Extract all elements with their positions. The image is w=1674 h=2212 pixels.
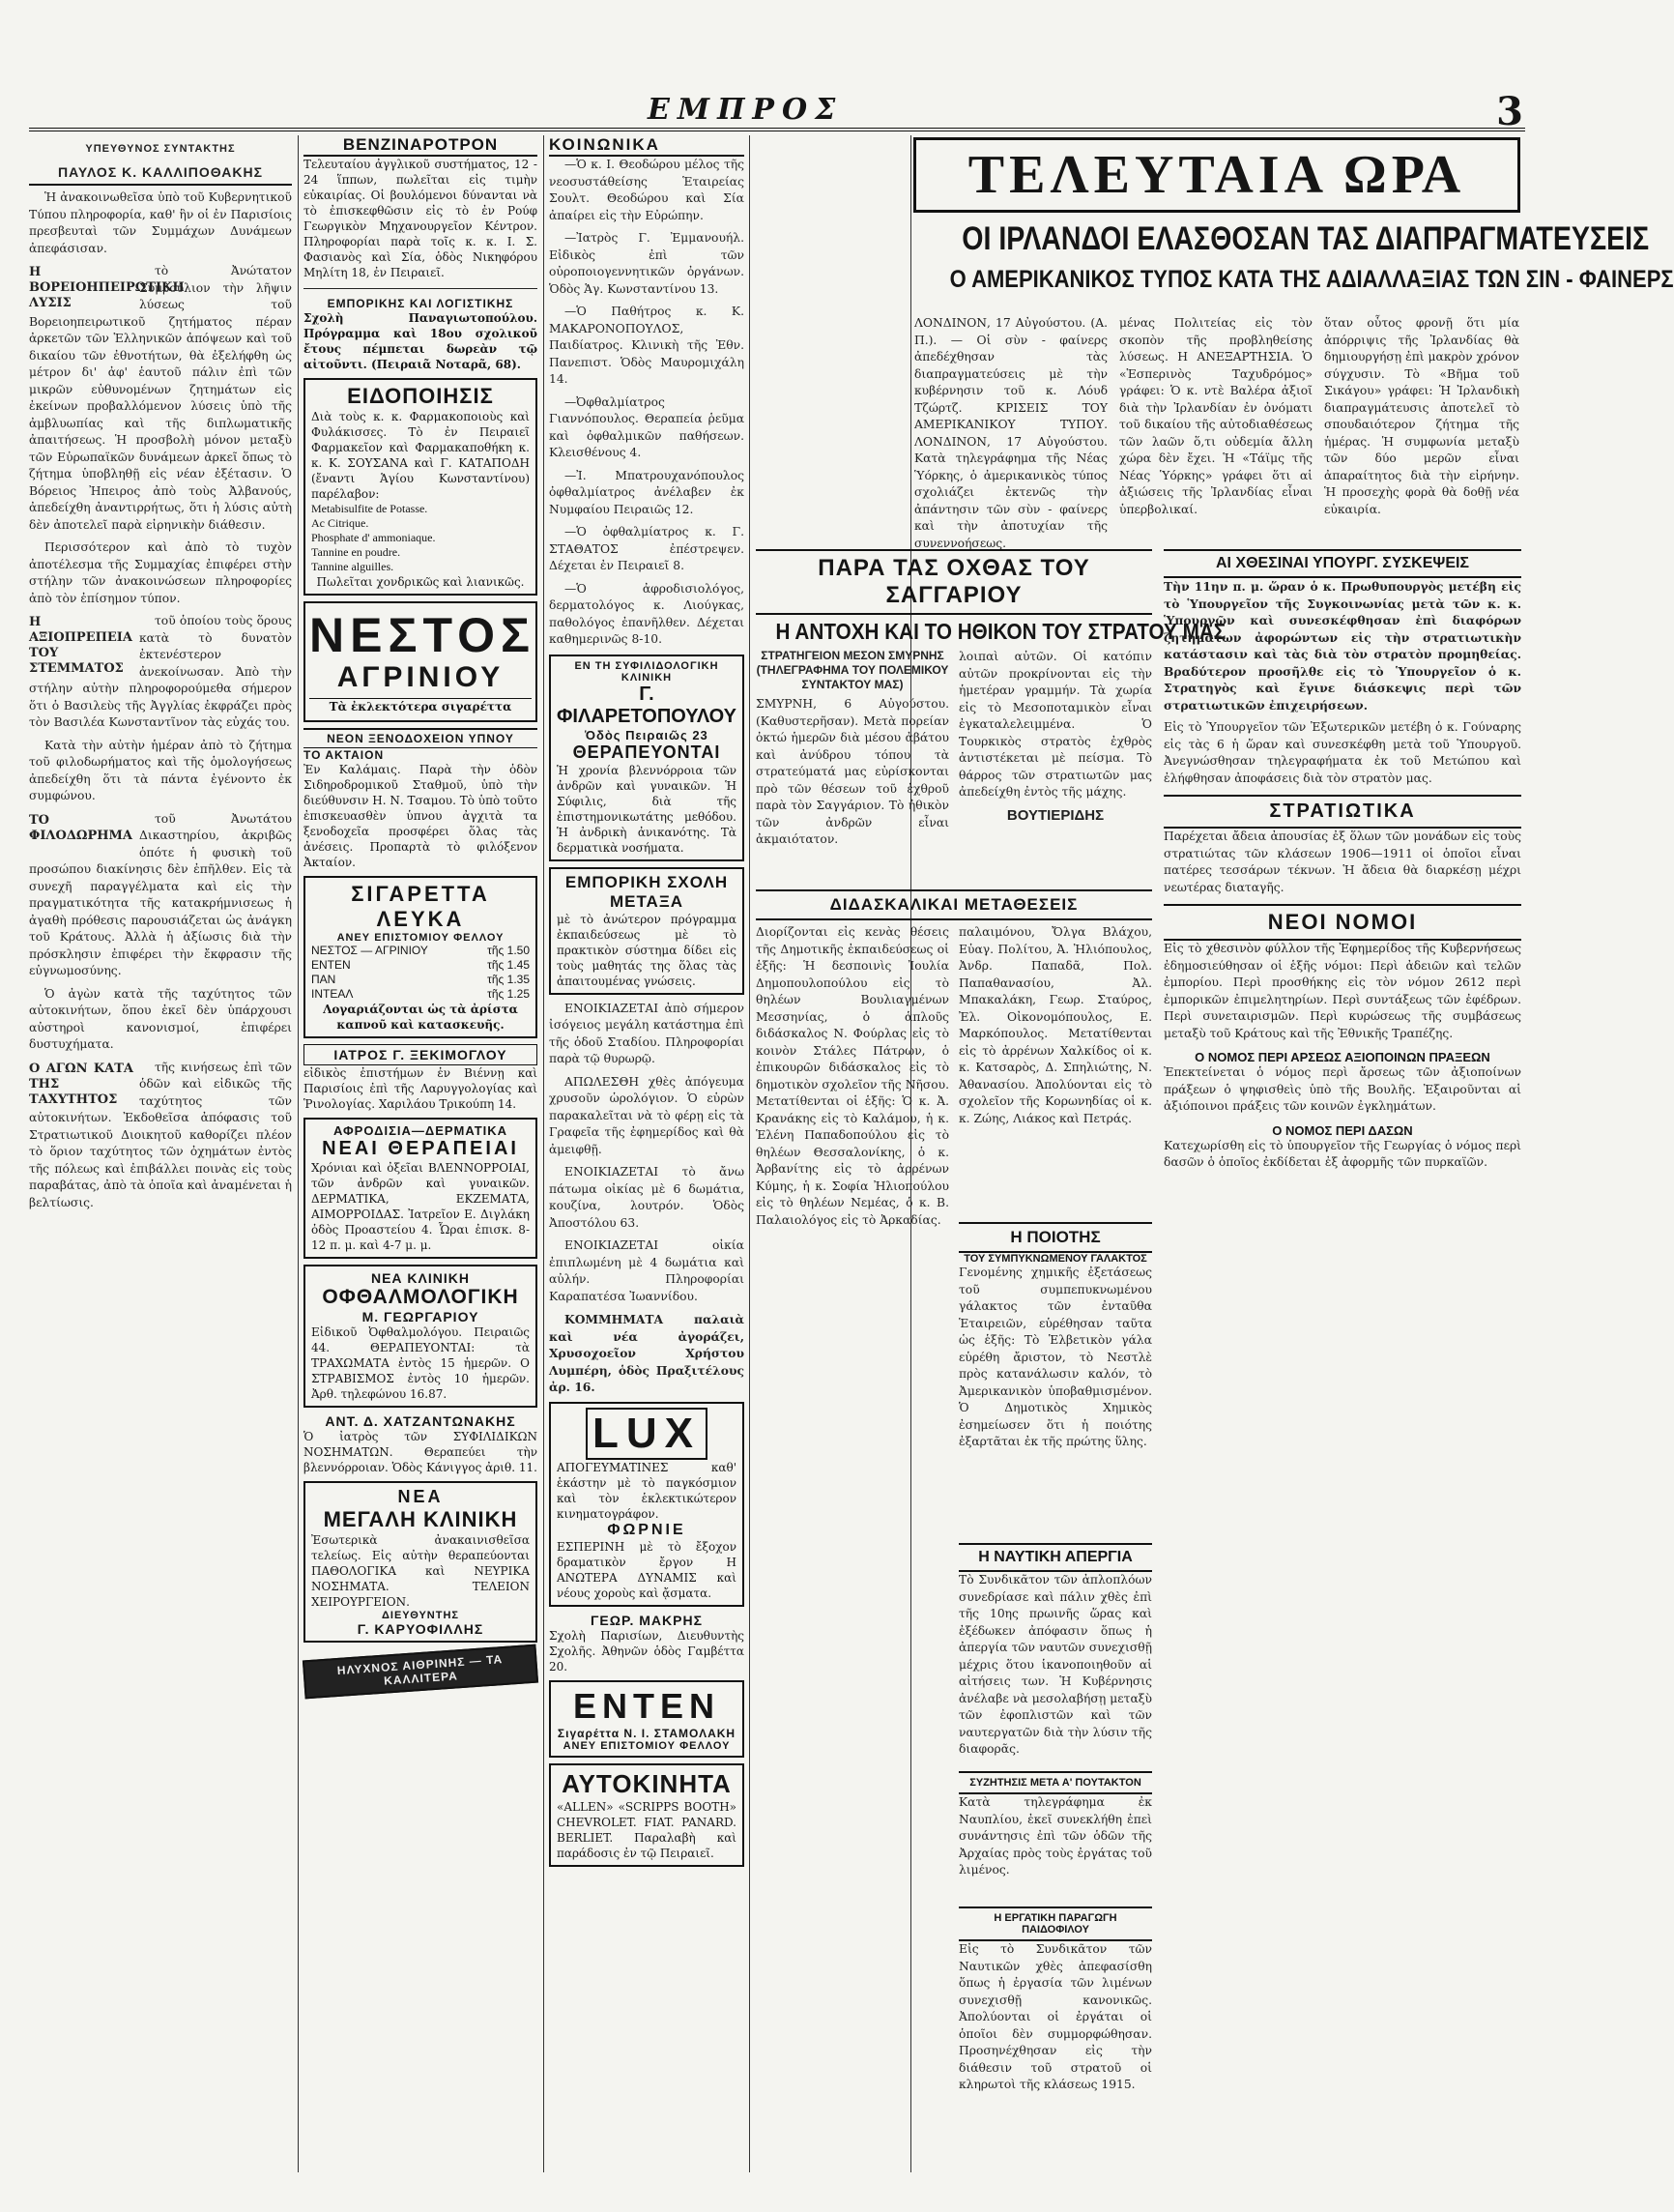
ad-box <box>303 876 537 1038</box>
ad-box <box>549 1763 744 1867</box>
paragraph: τὸ Ἀνώτατον Συμβούλιον τὴν λῆψιν λύσεως τοῦ Βορειοηπειρωτικοῦ ζητήματος πέραν ἀρκετῶν τῶν Ἑλληνικῶν ἀπόψεων καὶ τοῦ δικαίου τῶν ἐθνοτήτων, θὰ ἐξελήφθη ὡς μέτρον δι' ἀφ' ἑαυτοῦ πάλιν ἐπὶ τῶν μικρῶν εὐθυνομένων ζητημάτων εἰς ἐκείνων προβαλλόμενον λύσεις ὑπὸ τῆς ἀμβλυωπίας καὶ τῆς διπλωματικῆς ἀπαιτήσεως. Ἡ προσβολὴ μόνον μεταξὺ τῶν Εὐρωπαϊκῶν δυνάμεων ἀρκεῖ ὅπως τὸ ζήτημα ὑποβληθῇ εἰς νέαν ἐξέτασιν. Ὁ Βόρειος Ἠπειρος ἀπὸ τοὺς Ἀλβανούς, ἀπεδείχθη ἀναντιρρήτως, ὅτι ἡ λύσις αὐτὴ δὲν ἀποτελεῖ παρὰ εἰρηνικὴν διάθεσιν. <box>29 264 292 532</box>
price-row-name: ΙΝΤΕΑΛ <box>311 987 354 1001</box>
ad-title: ΦΩΡΝΙΕ <box>607 1521 686 1538</box>
section-heading: Η ΠΟΙΟΤΗΣ <box>959 1222 1152 1253</box>
paragraph: Εἰς τὸ χθεσινὸν φύλλον τῆς Ἐφημερίδος τῆς Κυβερνήσεως ἐδημοσιεύθησαν οἱ ἑξῆς νόμοι: Περὶ ἀδειῶν καὶ τελῶν ἐμπορίου. Περὶ προσθήκης εἰς τὸν νόμον 2612 περὶ ἐμπορικῶν ἐπιμελητηρίων. Περὶ συντάξεως τῶν ἐφέδρων. Περὶ συνεταιρισμῶν. Περὶ κυρώσεως τῆς συμβάσεως μεταξὺ τοῦ Κράτους καὶ τῆς Ἐθνικῆς Τραπέζης. <box>1164 942 1521 1040</box>
ad-brand: ΕΝΤΕΝ <box>572 1685 720 1726</box>
ad-title: ΙΑΤΡΟΣ Γ. ΞΕΚΙΜΟΓΛΟΥ <box>303 1044 537 1065</box>
product-item: Tannine en poudre. <box>311 545 401 559</box>
ad-brand: LUX <box>586 1408 707 1460</box>
divider <box>303 288 537 289</box>
ad-text: Ἐσωτερικὰ ἀνακαινισθεῖσα τελείως. Εἰς αὐτὴν θεραπεύονται ΠΑΘΟΛΟΓΙΚΑ καὶ ΝΕΥΡΙΚΑ ΝΟΣΗΜΑΤΑ. ΤΕΛΕΙΟΝ ΧΕΙΡΟΥΡΓΕΙΟΝ. <box>311 1533 530 1609</box>
ad-text: Λογαριάζονται ὡς τὰ ἀρίστα καπνοῦ καὶ κατασκευῆς. <box>323 1003 518 1032</box>
article-transfers <box>756 889 1152 2212</box>
price-row <box>311 973 530 987</box>
ad-title: ΣΙΓΑΡΕΤΤΑ ΛΕΥΚΑ <box>351 882 490 931</box>
section-heading: Η ΑΞΙΟΠΡΕΠΕΙΑ ΤΟΥ ΣΤΕΜΜΑΤΟΣ <box>29 615 132 676</box>
paragraph: τοῦ Ἀνωτάτου Δικαστηρίου, ἀκριβῶς ὁπότε ἡ φυσικὴ τοῦ προσώπου διακίνησις δὲν ἐπῆλθεν. Εἰς τὰ συνεχῆ παραγγέλματα καὶ εἰς τὴν πραγματικότητα τῆς κατακρήμνισεως ἡ ἀγαθὴ πρόθεσις παρουσιάζεται ὡς ἀνάγκη τοῦ Κράτους. Ἀλλὰ ἡ ἀξίωσις διὰ τὴν πρόσκλησιν ἐπιφέρει τὴν ἔκφρασιν τῆς εὐγνωμοσύνης. <box>29 811 292 977</box>
paragraph: —Ὁ ὀφθαλμίατρος κ. Γ. ΣΤΑΘΑΤΟΣ ἐπέστρεψεν. Δέχεται ἐν Πειραιεῖ 8. <box>549 525 744 572</box>
section-heading: ΣΥΖΗΤΗΣΙΣ ΜΕΤΑ Α' ΠΟΥΤΑΚΤΟΝ <box>959 1771 1152 1794</box>
section-heading: Η ΕΡΓΑΤΙΚΗ ΠΑΡΑΓΩΓΗ ΠΑΙΔΟΦΙΛΟΥ <box>959 1906 1152 1941</box>
ad-box <box>303 1118 537 1259</box>
ad-box <box>303 378 537 596</box>
column-divider <box>298 135 299 2172</box>
paragraph: Εἰς τὸ Συνδικᾶτον τῶν Ναυτικῶν χθὲς ἀπεφασίσθη ὅπως ἡ ἐργασία τῶν λιμένων συνεχισθῇ κανονικῶς. Ἀπολύονται οἱ ἐργάται οἱ ὁποῖοι δὲν συμμορφώθησαν. Προσηνέχθησαν εἰς τὴν διάθεσιν τοῦ στρατοῦ οἱ κληρωτοὶ τῆς κλάσεως 1915. <box>959 1942 1152 2091</box>
ad-headline: ΝΕΑΙ ΘΕΡΑΠΕΙΑΙ <box>322 1138 519 1159</box>
paragraph: λοιπαὶ αὐτῶν. Οἱ κατόπιν αὐτῶν προκρίνονται εἰς τὴν ἡμετέραν γραμμήν. Τὰ χωρία εἰς τὸ Μεσοποταμικὸν εἶναι ἐγκαταλελειμμένα. Ὁ Τουρκικὸς στρατὸς ἐχθρὸς ἀντιστέκεται μὲ πείσμα. Τὸ θάρρος τῶν στρατιωτῶν μας ἀπεδείχθη ἐντὸς τῆς μάχης. <box>959 650 1152 799</box>
price-row-value: τῆς 1.45 <box>487 958 530 972</box>
ad-name: Γ. ΚΑΡΥΟΦΙΛΛΗΣ <box>357 1621 484 1637</box>
price-row-value: τῆς 1.35 <box>487 973 530 986</box>
headline-american-press: Ο ΑΜΕΡΙΚΑΝΙΚΟΣ ΤΥΠΟΣ ΚΑΤΑ ΤΗΣ ΑΔΙΑΛΛΑΞΙΑΣ ΤΩΝ ΣΙΝ - ΦΑΙΝΕΡΣ <box>949 266 1674 293</box>
product-item: Ac Citrique. <box>311 516 369 530</box>
ad-label: ΔΙΕΥΘΥΝΤΗΣ <box>381 1610 459 1621</box>
ad-headline: ΜΕΓΑΛΗ ΚΛΙΝΙΚΗ <box>323 1507 518 1531</box>
product-item: Phosphate d' ammoniaque. <box>311 531 436 544</box>
ad-text: Ἡ χρονία βλεννόρροια τῶν ἀνδρῶν καὶ γυναικῶν. Ἡ Σύφιλις, διὰ τῆς ἐπιστημονικωτάτης μεθόδου. Ἡ ἀνδρικὴ ἀνικανότης. Τὰ δερματικὰ νοσήματα. <box>557 763 736 855</box>
ad-box <box>303 601 537 722</box>
ad-text: εἰδικὸς ἐπιστήμων ἐν Βιέννῃ καὶ Παρισίοις ἐπὶ τῆς Λαρυγγολογίας καὶ Ῥινολογίας. Χαριλάου Τρικούπη 14. <box>303 1066 537 1111</box>
paragraph: —Ἰ. Μπατρουχανόπουλος ὀφθαλμίατρος ἀνέλαβεν ἐκ Νυμφαίου Πειραιῶς 12. <box>549 468 744 516</box>
ad-text: Σχολὴ Παρισίων, Διευθυντὴς Σχολῆς. Ἀθηνῶν ὁδὸς Γαμβέττα 20. <box>549 1628 744 1674</box>
paragraph: Κατὰ τὴν αὐτὴν ἡμέραν ἀπὸ τὸ ζήτημα τοῦ φιλοδωρήματος καὶ τῆς ὁμολογήσεως ἀπεδείχθη ὅτι τὰ πάντα ἐγένοντο ἐκ συμφώνου. <box>29 738 292 802</box>
ad-headline: Γ. ΦΙΛΑΡΕΤΟΠΟΥΛΟΥ <box>557 683 736 727</box>
ad-title: ΕΜΠΟΡΙΚΗΣ ΚΑΙ ΛΟΓΙΣΤΙΚΗΣ <box>327 297 514 310</box>
ad-text: Ὁ ἰατρὸς τῶν ΣΥΦΙΛΙΔΙΚΩΝ ΝΟΣΗΜΑΤΩΝ. Θεραπεύει τὴν βλεννόρροιαν. Ὁδὸς Κάνιγγος ἀριθ. 11. <box>303 1430 537 1474</box>
product-item: Tannine alguilles. <box>311 560 394 573</box>
ad-title: ΘΕΡΑΠΕΥΟΝΤΑΙ <box>572 742 721 762</box>
paragraph: Διορίζονται εἰς κενὰς θέσεις τῆς Δημοτικῆς ἐκπαιδεύσεως οἱ ἑξῆς: Ἡ δεσποινὶς Ἰουλία Δημοπουλοπούλου εἰς τὸ θηλέων Βουλιαγμένων Μεσσηνίας, ὁ ἁπλοῦς διδάσκαλος Ν. Φούρλας εἰς τὸ κοινὸν Στάλες Πάτρων, ὁ ἐπικουρῶν διδάσκαλος εἰς τὸ δημοτικὸν σχολεῖον τῆς Νῆσου. Μετατίθενται οἱ ἑξῆς: Ὁ κ. Ἀ. Κρανάκης εἰς τὸ Καλάμου, ἡ κ. Ἑλένη Παπαδοπούλου εἰς τὸ θηλέων Θεσσαλονίκης, ὁ κ. Ἀρβανίτης εἰς τὸ ἀρρένων Κύμης, ἡ κ. Σοφία Ἠλιοπούλου εἰς τὸ θηλέων Νεμέας, ὁ κ. Β. Παλαιολόγος εἰς τὸ Ἀρκαδίας. <box>756 925 949 1227</box>
ad-brand-sub: ΑΓΡΙΝΙΟΥ <box>336 661 505 693</box>
price-row <box>311 987 530 1002</box>
ad-name: ΓΕΩΡ. ΜΑΚΡΗΣ <box>590 1612 704 1628</box>
column-social <box>549 135 744 2172</box>
paragraph: τῆς κινήσεως ἐπὶ τῶν ὁδῶν καὶ εἰδικῶς τῆς ταχύτητος τῶν αὐτοκινήτων. Ἐκδοθεῖσα ἀπόφασις τοῦ Στρατιωτικοῦ Διοικητοῦ καθορίζει πλέον τὸ ὅριον ταχύτητος τῶν ὀχημάτων ἐντὸς τῆς πόλεως καὶ ἐπιβάλλει ποινὰς εἰς τοὺς παραβάτας, ἀπὸ τὰ ὁποῖα καὶ ἀναμένεται ἡ βελτίωσις. <box>29 1060 292 1209</box>
ad-text: Εἰδικοῦ Ὀφθαλμολόγου. Πειραιῶς 44. ΘΕΡΑΠΕΥΟΝΤΑΙ: τὰ ΤΡΑΧΩΜΑΤΑ ἐντὸς 15 ἡμερῶν. Ο ΣΤΡΑΒΙΣΜΟΣ ἐντὸς 10 ἡμερῶν. Ἀρθ. τηλεφώνου 16.87. <box>311 1325 530 1401</box>
ad-title: ΝΕΑ ΚΛΙΝΙΚΗ <box>370 1270 470 1286</box>
paragraph: Κατὰ τηλεγράφημα ἐκ Ναυπλίου, ἐκεῖ συνεκλήθη ἐπεὶ συνάντησις ἐπὶ τῶν ὁδῶν τῆς Ἀρχαίας πρὸς τοὺς ἐργάτας τοῦ λιμένος. <box>959 1795 1152 1877</box>
paragraph: —Ὁ ἀφροδισιολόγος, δερματολόγος κ. Λιούγκας, παθολόγος ἐπανῆλθεν. Δέχεται καθημερινῶς 8-10. <box>549 581 744 646</box>
paragraph: —Ὁ κ. Ι. Θεοδώρου μέλος τῆς νεοσυστάθείσης Ἑταιρείας Σουλτ. Θεοδώρου καὶ Σία ἀπαίρει εἰς τὴν Εὐρώπην. <box>549 158 744 222</box>
ad-box <box>549 655 744 861</box>
ad-brand: ΝΕΣΤΟΣ <box>309 608 535 662</box>
ad-title: ΕΜΠΟΡΙΚΗ ΣΧΟΛΗ ΜΕΤΑΞΑ <box>564 872 729 911</box>
last-hour-banner <box>913 135 1674 294</box>
section-heading: Ο ΑΓΩΝ ΚΑΤΑ ΤΗΣ ΤΑΧΥΤΗΤΟΣ <box>29 1061 133 1107</box>
byline: ΣΤΡΑΤΗΓΕΙΟΝ ΜΕΣΟΝ ΣΜΥΡΝΗΣ (ΤΗΛΕΓΡΑΦΗΜΑ ΤΟΥ ΠΟΛΕΜΙΚΟΥ ΣΥΝΤΑΚΤΟΥ ΜΑΣ) <box>756 649 949 691</box>
headline: Η ΑΝΤΟΧΗ ΚΑΙ ΤΟ ΗΘΙΚΟΝ ΤΟΥ ΣΤΡΑΤΟΥ ΜΑΣ <box>775 619 1227 644</box>
ad-text: «ALLEN» «SCRIPPS BOOTH» CHEVROLET. FIAT. PANARD. BERLIET. Παραλαβὴ καὶ παράδοσις ἐν τῷ Πειραιεῖ. <box>557 1799 736 1860</box>
ad-box <box>549 1402 744 1607</box>
ad-headline: ΟΦΘΑΛΜΟΛΟΓΙΚΗ <box>322 1286 519 1308</box>
paragraph: Ἡ ἀνακοινωθεῖσα ὑπὸ τοῦ Κυβερνητικοῦ Τύπου πληροφορία, καθ' ἣν οἱ ἐν Παρισίοις πρεσβευταὶ τῶν Συμμάχων Δυνάμεων ἀπεφάσισαν. <box>29 190 292 255</box>
paragraph: ΕΝΟΙΚΙΑΖΕΤΑΙ τὸ ἄνω πάτωμα οἰκίας μὲ 6 δωμάτια, κουζίνα, λουτρόν. Ὁδὸς Ἀποστόλου 63. <box>549 1165 744 1230</box>
column-divider <box>749 135 750 2172</box>
column-right <box>1164 549 1521 2172</box>
ad-name: ΤΟ ΑΚΤΑΙΟΝ <box>303 748 385 762</box>
price-row-name: ΕΝΤΕΝ <box>311 958 351 972</box>
newspaper-name: ΕΜΠΡΟΣ <box>648 93 844 127</box>
ad-subtitle: Σιγαρέττα Ν. Ι. ΣΤΑΜΟΛΑΚΗ <box>557 1726 736 1740</box>
ad-title: ΕΙΔΟΠΟΙΗΣΙΣ <box>347 384 494 408</box>
ad-name: Μ. ΓΕΩΡΓΑΡΙΟΥ <box>361 1309 479 1324</box>
ad-address: Ὁδὸς Πειραιῶς 23 <box>585 727 708 742</box>
column-divider <box>543 135 544 2172</box>
section-heading: ΚΟΙΝΩΝΙΚΑ <box>549 135 744 157</box>
paragraph: ΕΝΟΙΚΙΑΖΕΤΑΙ ἀπὸ σήμερον ἰσόγειος μεγάλη κατάστημα ἐπὶ τῆς ὁδοῦ Σταδίου. Πληροφορίαι παρὰ τῷ θυρωρῷ. <box>549 1001 744 1065</box>
price-row-value: τῆς 1.50 <box>487 944 530 957</box>
article-column <box>756 649 949 849</box>
article-sangarios <box>756 549 1227 849</box>
paragraph: Εἰς τὸ Ὑπουργεῖον τῶν Ἐξωτερικῶν μετέβη ὁ κ. Γούναρης εἰς τὰς 6 ἡ ὥραν καὶ συνεσκέφθη μετὰ τοῦ Ὑπουργοῦ. Ἀνεγνώσθησαν τηλεγραφήματα ἐκ τοῦ Μετώπου καὶ ἐλήφθησαν ἀποφάσεις διὰ τὸν στρατὸν μας. <box>1164 720 1521 785</box>
ad-box <box>303 1644 538 1700</box>
ad-box <box>549 1680 744 1758</box>
product-item: Metabisulfite de Potasse. <box>311 502 428 515</box>
ad-text: Διὰ τοὺς κ. κ. Φαρμακοποιοὺς καὶ Φυλάκισσες. Τὸ ἐν Πειραιεῖ Φαρμακεῖον καὶ Φαρμακαποθήκη κ. κ. Κ. ΣΟΥΣΑΝΑ καὶ Γ. ΚΑΤΑΠΟΔΗ (ἔναντι Ἁγίου Κωνσταντίνου) παρέλαβον: <box>311 410 530 501</box>
ad-text: Τὰ ἐκλεκτότερα σιγαρέττα <box>309 698 532 714</box>
article-column <box>959 924 1152 2212</box>
paragraph: Τὸ Συνδικᾶτον τῶν ἀπλοπλόων συνεδρίασε καὶ πάλιν χθὲς ἐπὶ τῆς 10ης πρωινῆς ὥρας καὶ ἐξέδωκεν ἀπόφασιν ὅπως ἡ ἀπεργία τῶν ναυτῶν συνεχισθῇ μέχρις ὅτου ἱκανοποιηθοῦν αἱ αἰτήσεις των. Ἡ Κυβέρνησις ἀνέλαβε νὰ μεσολαβήσῃ μεταξὺ τῶν ἐφοπλιστῶν καὶ τῶν ναυτεργατῶν διὰ τὴν λύσιν τῆς διαφορᾶς. <box>959 1573 1152 1756</box>
ad-text: μὲ τὸ ἀνώτερον πρόγραμμα ἐκπαιδεύσεως μὲ τὸ πρακτικὸν σύστημα δίδει εἰς τοὺς μαθητάς της ὅλας τὰς ἀπαιτουμένας γνώσεις. <box>557 912 736 988</box>
column-editorial <box>29 135 292 2172</box>
masthead <box>29 89 1527 134</box>
section-heading: ΤΟ ΦΙΛΟΔΩΡΗΜΑ <box>29 812 133 843</box>
section-heading: Η ΒΟΡΕΙΟΗΠΕΙΡΩΤΙΚΗ ΛΥΣΙΣ <box>29 265 185 310</box>
price-row-name: ΝΕΣΤΟΣ — ΑΓΡΙΝΙΟΥ <box>311 944 428 957</box>
article-column: μένας Πολιτείας εἰς τὸν σκοπὸν τῆς προβληθείσης λύσεως. Η ΑΝΕΞΑΡΤΗΣΙΑ. Ὁ «Ἑσπερινὸς Ταχυδρόμος» γράφει: Ὁ κ. ντὲ Βαλέρα ἀξιοῖ διὰ τὴν Ἰρλανδίαν ἐν ὀνόματι τοῦ δικαίου τῆς αὐτοδιαθέσεως τῶν λαῶν ὅ,τι οὐδεμία ἄλλη χώρα δὲν ἔχει. Ἡ «Τάϊμς τῆς Νέας Ὑόρκης» γράφει ὅτι αἱ ἀξιώσεις τῆς Ἰρλανδίας εἶναι ὑπερβολικαί. <box>1119 316 1313 516</box>
column-ads <box>303 135 537 2172</box>
ad-subtitle: ΑΝΕΥ ΕΠΙΣΤΟΜΙΟΥ ΦΕΛΛΟΥ <box>336 932 505 944</box>
paragraph: ΑΠΩΛΕΣΘΗ χθὲς ἀπόγευμα χρυσοῦν ὡρολόγιον. Ὁ εὑρὼν παρακαλεῖται νὰ τὸ φέρῃ εἰς τὰ Γραφεῖα τῆς ἐφημερίδος καὶ θὰ ἀμειφθῇ. <box>549 1074 744 1156</box>
masthead-rule <box>29 128 1525 131</box>
ad-title: ΝΕΟΝ ΞΕΝΟΔΟΧΕΙΟΝ ΥΠΝΟΥ <box>303 728 537 748</box>
ad-text: Τελευταίου ἀγγλικοῦ συστήματος, 12 - 24 ἵππων, πωλεῖται εἰς τιμὴν εὐκαιρίας. Οἱ βουλόμενοι δύνανται νὰ τὸ ἐπισκεφθῶσιν εἰς τὸ ἐν Ρούφ Γεωργικὸν Μηχανουργεῖον Κέντρον. Πληροφορίαι παρὰ τοῖς κ. κ. Ι. Σ. Φασιανὸς καὶ Σία, ὁδὸς Νικηφόρου Μηλίτη 18, ἐν Πειραιεῖ. <box>303 158 537 279</box>
paragraph: —Ὁ Παθήτρος κ. Κ. ΜΑΚΑΡΟΝΟΠΟΥΛΟΣ, Παιδίατρος. Κλινικὴ τῆς Ἐθν. Πανεπιστ. Ὁδὸς Μαυρομιχάλη 14. <box>549 305 744 386</box>
ad-subtitle: ΑΝΕΥ ΕΠΙΣΤΟΜΙΟΥ ΦΕΛΛΟΥ <box>563 1739 731 1752</box>
paragraph: Ἐπεκτείνεται ὁ νόμος περὶ ἄρσεως τῶν ἀξιοποίνων πράξεων ὁ ψηφισθεὶς ὑπὸ τῆς Βουλῆς. Ἐξαιροῦνται αἱ ἀξιόποινοι πράξεις τῶν κοινῶν ἐγκλημάτων. <box>1164 1065 1521 1113</box>
section-heading: ΑΙ ΧΘΕΣΙΝΑΙ ΥΠΟΥΡΓ. ΣΥΣΚΕΨΕΙΣ <box>1164 549 1521 578</box>
ad-text: ΑΠΟΓΕΥΜΑΤΙΝΕΣ καθ' ἑκάστην μὲ τὸ παγκόσμιον καὶ τὸν ἑκλεκτικώτερον κινηματογράφον. <box>557 1460 736 1521</box>
headline-irish: ΟΙ ΙΡΛΑΝΔΟΙ ΕΛΑΣΘΟΣΑΝ ΤΑΣ ΔΙΑΠΡΑΓΜΑΤΕΥΣΕΙΣ <box>962 220 1650 257</box>
paragraph: Ὁ ἀγὼν κατὰ τῆς ταχύτητος τῶν αὐτοκινήτων, ὅπου ἐκεῖ δὲν ὑπάρχουσι αὐστηροὶ κανονισμοί, ἐπιφέρει δυστυχήματα. <box>29 986 292 1051</box>
ad-box <box>303 1265 537 1408</box>
section-heading: Ο ΝΟΜΟΣ ΠΕΡΙ ΔΑΣΩΝ <box>1272 1122 1413 1138</box>
article-column: ΛΟΝΔΙΝΟΝ, 17 Αὐγούστου. (Α. Π.). — Οἱ σὺν - φαίνερς ἀπεδέχθησαν τὰς διαπραγματεύσεις μὲ τὴν κυβέρνησιν τοῦ κ. Λόυδ Τζώρτζ. ΚΡΙΣΕΙΣ ΤΟΥ ΑΜΕΡΙΚΑΝΙΚΟΥ ΤΥΠΟΥ. ΛΟΝΔΙΝΟΝ, 17 Αὐγούστου. Κατὰ τηλεγράφημα τῆς Νέας Ὑόρκης, ὁ ἀμερικανικὸς τύπος σχολιάζει ἐκτενῶς τὴν ἀπάντησιν τῶν σὺν - φαίνερς καὶ τὴν ἀποτυχίαν τῆς συνεννοήσεως. <box>914 316 1108 550</box>
section-heading: Ο ΝΟΜΟΣ ΠΕΡΙ ΑΡΣΕΩΣ ΑΞΙΟΠΟΙΝΩΝ ΠΡΑΞΕΩΝ <box>1195 1050 1490 1064</box>
ad-text: Χρόνιαι καὶ ὀξεῖαι ΒΛΕΝΝΟΡΡΟΙΑΙ, τῶν ἀνδρῶν καὶ γυναικῶν. ΔΕΡΜΑΤΙΚΑ, ΕΚΖΕΜΑΤΑ, ΑΙΜΟΡΡΟΙΔΑΣ. Ἰατρεῖον Ε. Διγλάκη ὁδὸς Προαστείου 4. Ὧραι ἐπισκ. 8-12 π. μ. καὶ 4-7 μ. μ. <box>311 1161 530 1252</box>
section-heading: ΠΑΡΑ ΤΑΣ ΟΧΘΑΣ ΤΟΥ ΣΑΓΓΑΡΙΟΥ <box>756 549 1152 615</box>
banner-title: ΤΕΛΕΥΤΑΙΑ ΩΡΑ <box>913 137 1520 213</box>
paragraph: ΚΟΜΜΗΜΑΤΑ παλαιὰ καὶ νέα ἀγοράζει, Χρυσοχοεῖον Χρήστου Λυμπέρη, ὁδὸς Πραξιτέλους ἀρ. 16. <box>549 1312 744 1394</box>
ad-title: ΑΦΡΟΔΙΣΙΑ—ΔΕΡΜΑΤΙΚΑ <box>332 1123 508 1138</box>
paragraph: τοῦ ὁποίου τοὺς ὅρους κατὰ τὸ δυνατὸν ἐκτενέστερον ἀνεκοίνωσαν. Ἀπὸ τὴν στήλην αὐτὴν πληροφορούμεθα σήμερον ὅτι ὁ Βασιλεὺς τῆς Ἀγγλίας ἐκφράζει πρὸς τὸν Βασιλέα Κωνσταντῖνον τὰς εὐχάς του. <box>29 614 292 729</box>
price-list <box>311 944 530 1002</box>
editor-label: ΥΠΕΥΘΥΝΟΣ ΣΥΝΤΑΚΤΗΣ <box>85 143 236 155</box>
section-heading: ΝΕΟΙ ΝΟΜΟΙ <box>1164 904 1521 941</box>
paragraph: Παρέχεται ἄδεια ἀπουσίας ἐξ ὅλων τῶν μονάδων εἰς τοὺς στρατιώτας τῶν κλάσεων 1906—1911 οἱ ὁποῖοι εἶναι πατέρες τεσσάρων τέκνων. Ἡ ἄδεια θὰ διαρκέσῃ μέχρι νεωτέρας διαταγῆς. <box>1164 830 1521 894</box>
price-row-name: ΠΑΝ <box>311 973 336 986</box>
ad-text: Σχολὴ Παναγιωτοπούλου. Πρόγραμμα καὶ 18ου σχολικοῦ ἔτους πέμπεται δωρεὰν τῷ αἰτοῦντι. (Πειραιᾶ Νοταρᾶ, 68). <box>303 311 537 371</box>
section-heading: ΣΤΡΑΤΙΩΤΙΚΑ <box>1164 795 1521 829</box>
ad-title: ΝΕΑ <box>397 1487 444 1506</box>
ad-box <box>549 867 744 995</box>
section-subheading: ΤΟΥ ΣΥΜΠΥΚΝΩΜΕΝΟΥ ΓΑΛΑΚΤΟΣ <box>964 1253 1147 1265</box>
paragraph: Περισσότερον καὶ ἀπὸ τὸ τυχὸν ἀποτέλεσμα τῆς Συμμαχίας ἐπιφέρει στὴν στήλην τῶν ἀνακοινώσεων πληροφορίες ἀπὸ τὸν ἐπίσημον τύπον. <box>29 540 292 605</box>
paragraph: Κατεχωρίσθη εἰς τὸ ὑπουργεῖον τῆς Γεωργίας ὁ νόμος περὶ δασῶν ὁ ὁποῖος ἐκδίδεται ἐξ ἀφορμῆς τῶν πυρκαϊῶν. <box>1164 1138 1521 1169</box>
ad-text: Ἐν Καλάμαις. Παρὰ τὴν ὁδὸν Σιδηροδρομικοῦ Σταθμοῦ, ὑπὸ τὴν διεύθυνσιν Η. Ν. Τσαμου. Τὸ ὑπὸ τοῦτο ἐπισκευασθὲν ὑπνου ἀγχιτὰ τα ξενοδοχεῖα προσφέρει ὅλας τὰς ἀνέσεις. Προπαρτὰ τὸ φιλόξενον Ἀκταίον. <box>303 763 538 869</box>
paragraph: ΕΝΟΙΚΙΑΖΕΤΑΙ οἰκία ἐπιπλωμένη μὲ 4 δωμάτια καὶ αὐλήν. Πληροφορίαι Καραπατέσα Ἰωαννίδου. <box>549 1238 744 1303</box>
article-column <box>959 649 1152 849</box>
ad-text: ΗΛΥΧΝΟΣ ΑΙΘΡΙΝΗΣ — ΤΑ ΚΑΛΛΙΤΕΡΑ <box>336 1652 504 1688</box>
section-heading: ΔΙΔΑΣΚΑΛΙΚΑΙ ΜΕΤΑΘΕΣΕΙΣ <box>756 889 1152 920</box>
paragraph: παλαιμόνου, Ὄλγα Βλάχου, Εὐαγ. Πολίτου, Ἀ. Ἠλιόπουλος, Ἀνδρ. Παπαδᾶ, Πολ. Παπαθανασίου, Ἀλ. Μπακαλάκη, Γεωρ. Σταύρος, Ἐλ. Οἰκονομόπουλος, Ε. Μαρκόπουλος. Μετατίθενται εἰς τὸ ἀρρένων Χαλκίδος οἱ κ. κ. Κατσαρὸς, Δ. Σπηλιώτης, Ν. Ἀθανασίου. Ἀπολύονται εἰς τὸ σχολεῖον τῆς Κορωνηδίας οἱ κ. κ. Ζώης, Λιάκος καὶ Πετράς. <box>959 925 1152 1125</box>
ad-brand: ΑΥΤΟΚΙΝΗΤΑ <box>562 1768 732 1798</box>
page-number: 3 <box>1496 89 1523 134</box>
ad-box <box>303 1481 537 1643</box>
paragraph: Γενομένης χημικῆς ἐξετάσεως τοῦ συμπεπυκνωμένου γάλακτος τῶν ἐνταῦθα Ἑταιρειῶν, εὑρέθησαν ταῦτα ὡς ἑξῆς: Τὸ Ἑλβετικὸν γάλα εὑρέθη ἄριστον, τὸ Νεστλὲ πρὸς κατανάλωσιν καλόν, τὸ Ἀμερικανικὸν ὑποβαθμισμένον. Ὁ Δημοτικὸς Χημικὸς ἐσημείωσεν ὅτι ἡ ποιότης ἐξαρτᾶται ἐκ τῆς πρώτης ὕλης. <box>959 1266 1152 1448</box>
signature: ΒΟΥΤΙΕΡΙΔΗΣ <box>1006 806 1105 824</box>
ad-title: ΑΝΤ. Δ. ΧΑΤΖΑΝΤΩΝΑΚΗΣ <box>325 1413 516 1429</box>
ad-title: ΒΕΝΖΙΝΑΡΟΤΡΟΝ <box>303 135 537 157</box>
editor-name: ΠΑΥΛΟΣ Κ. ΚΑΛΛΙΠΟΘΑΚΗΣ <box>29 164 292 187</box>
section-heading: Η ΝΑΥΤΙΚΗ ΑΠΕΡΓΙΑ <box>959 1543 1152 1572</box>
paragraph: —Ἰατρὸς Γ. Ἐμμανουήλ. Εἰδικὸς ἐπὶ τῶν οὐροποιογεννητικῶν ὀργάνων. Ὁδὸς Ἁγ. Κωνσταντίνου 13. <box>549 231 744 296</box>
price-row <box>311 958 530 973</box>
paragraph: —Ὀφθαλμίατρος Γιαννόπουλος. Θεραπεία ῥεῦμα καὶ ὀφθαλμικῶν παθήσεων. Κλεισθένους 4. <box>549 394 744 459</box>
paragraph: ΣΜΥΡΝΗ, 6 Αὐγούστου. (Καθυστερῆσαν). Μετὰ πορείαν ὀκτώ ἡμερῶν διὰ μέσου ἀβάτου καὶ ἀνύδρου τόπου τὰ στρατεύματά μας εὐρίσκονται πρὸ τῶν θέσεων τοῦ ἐχθροῦ παρὰ τὸν Σαγγάριον. Τὸ ἠθικὸν τῶν ἀνδρῶν εἶναι ἀκμαιότατον. <box>756 697 949 846</box>
price-row <box>311 944 530 958</box>
ad-text: Πωλεῖται χονδρικῶς καὶ λιανικῶς. <box>316 575 525 589</box>
ad-text: ΕΣΠΕΡΙΝΗ μὲ τὸ ἔξοχον δραματικὸν ἔργον Η ΑΝΩΤΕΡΑ ΔΥΝΑΜΙΣ καὶ νέους χοροὺς καὶ ᾄσματα. <box>557 1539 736 1600</box>
ad-title: ΕΝ ΤΗ ΣΥΦΙΛΙΔΟΛΟΓΙΚΗ ΚΛΙΝΙΚΗ <box>574 659 719 684</box>
product-list <box>311 502 530 574</box>
paragraph: Τὴν 11ην π. μ. ὥραν ὁ κ. Πρωθυπουργὸς μετέβη εἰς τὸ Ὑπουργεῖον τῆς Συγκοινωνίας μετὰ τῶν κ. κ. Ὑπουργῶν καὶ συνεσκέφθησαν ἐπὶ διαφόρων ζητημάτων ἀφορώντων εἰς τὴν στρατιωτικὴν κατάστασιν καὶ τὰς διὰ τὸν στρατὸν προμηθείας. Βραδύτερον προσῆλθε εἰς τὸ Ὑπουργεῖον ὁ κ. Στρατηγὸς καὶ ἔγινε διάσκεψις περὶ τῶν στρατιωτικῶν ἐπιχειρήσεων. <box>1164 579 1521 713</box>
price-row-value: τῆς 1.25 <box>487 987 530 1001</box>
article-column: ὅταν οὗτος φρονῇ ὅτι μία ἀπόρριψις τῆς Ἰρλανδίας θὰ δημιουργήσῃ ἐπὶ μακρὸν χρόνον σύγχυσιν. Τὸ «Βῆμα τοῦ Σικάγου» γράφει: Ἡ Ἰρλανδικὴ διαπραγμάτευσις ἀποτελεῖ τὸ σπουδαιότερον ζήτημα τῆς ἡμέρας. Ἡ συμφωνία μεταξὺ τῶν δύο μερῶν εἶναι ἀπαραίτητος διὰ τὴν εἰρήνην. Ἡ προσεχὴς φορὰ θὰ δοθῇ νέα εὐκαιρία. <box>1324 316 1519 516</box>
